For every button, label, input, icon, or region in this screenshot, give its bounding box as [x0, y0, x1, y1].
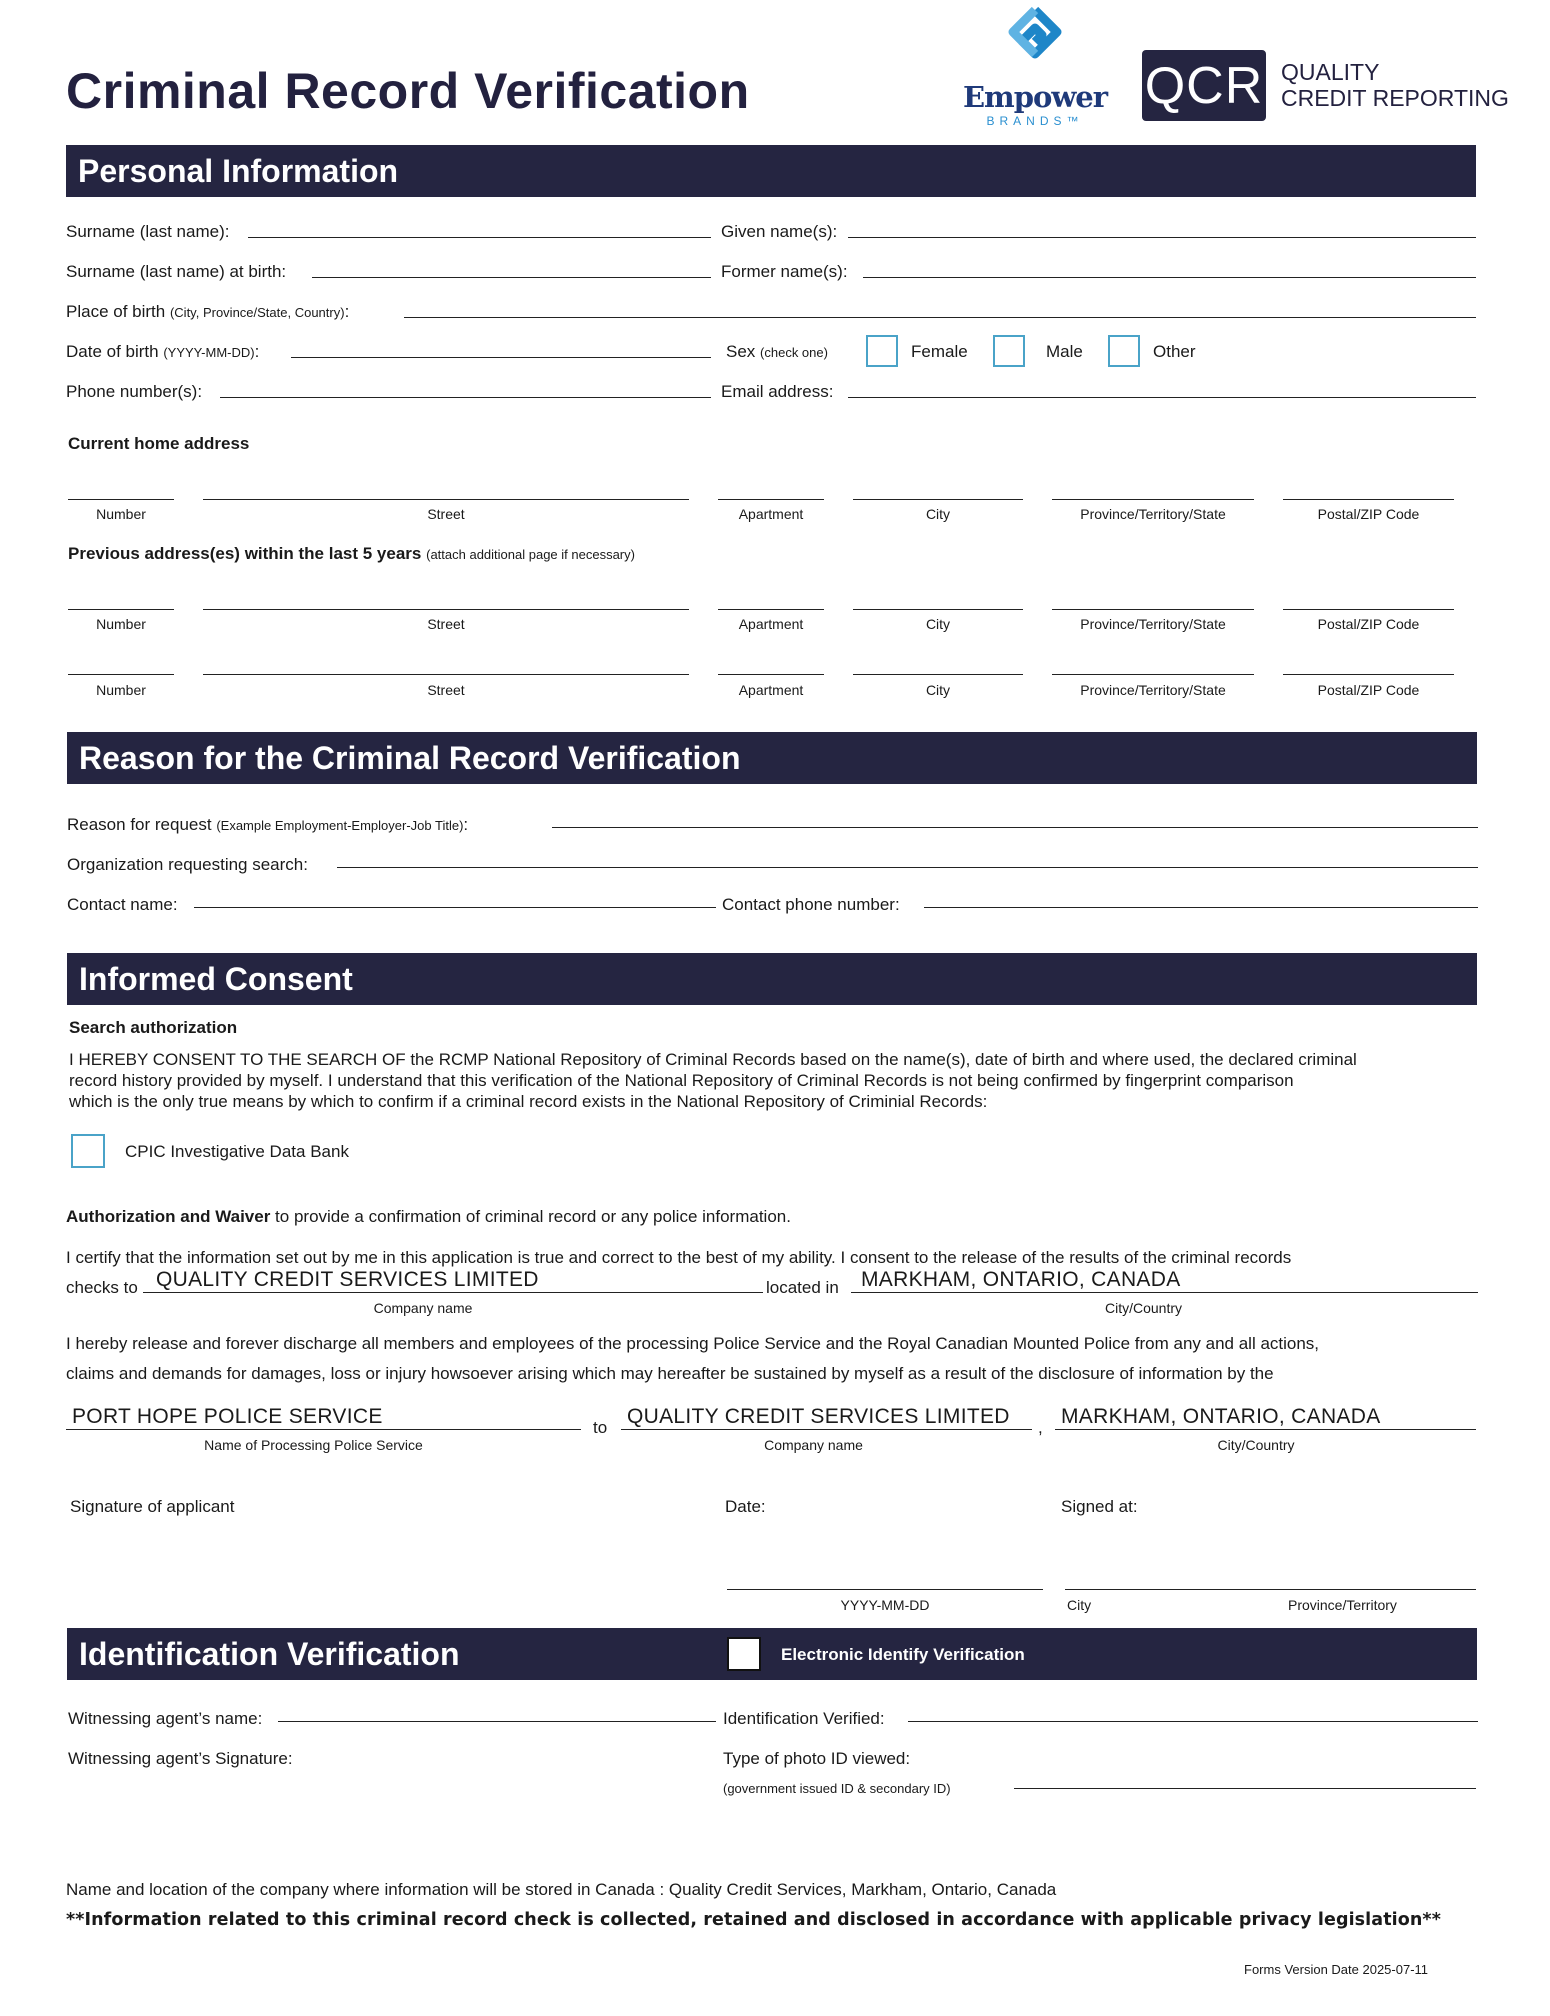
address-sublabel: Postal/ZIP Code — [1317, 616, 1420, 632]
empower-logo — [962, 6, 1108, 126]
city-field[interactable] — [851, 1292, 1478, 1293]
address-sublabel: Number — [96, 682, 146, 698]
current-province-field[interactable] — [1052, 499, 1254, 500]
police-service-field[interactable] — [66, 1429, 581, 1430]
company-value[interactable]: QUALITY CREDIT SERVICES LIMITED — [156, 1268, 539, 1291]
other-checkbox[interactable] — [1108, 335, 1140, 367]
located-in-label: located in — [766, 1278, 839, 1297]
photo-id-field[interactable] — [1014, 1788, 1476, 1789]
address-sublabel: Apartment — [738, 616, 804, 632]
surname-field[interactable] — [248, 237, 711, 238]
checks-to-label: checks to — [66, 1278, 138, 1297]
surname-birth-label: Surname (last name) at birth: — [66, 262, 287, 281]
address-sublabel: City — [925, 616, 951, 632]
electronic-verification-label: Electronic Identify Verification — [781, 1645, 1025, 1664]
company-field[interactable] — [143, 1292, 763, 1293]
previous2-number-field[interactable] — [68, 674, 174, 675]
page-title: Criminal Record Verification — [66, 63, 750, 119]
former-name-field[interactable] — [863, 277, 1476, 278]
current-number-field[interactable] — [68, 499, 174, 500]
photo-id-hint: (government issued ID & secondary ID) — [723, 1781, 951, 1796]
agent-name-label: Witnessing agent’s name: — [68, 1709, 263, 1728]
city-sublabel: City — [1067, 1597, 1092, 1613]
address-sublabel: Street — [427, 616, 465, 632]
previous-address-label: Previous address(es) within the last 5 years (attach additional page if necessary) — [68, 544, 635, 563]
form-version: Forms Version Date 2025-07-11 — [1244, 1962, 1429, 1977]
qcr-line1: QUALITY — [1281, 59, 1380, 85]
address-sublabel: Number — [96, 506, 146, 522]
qcr-mark: QCR — [1144, 57, 1264, 115]
address-sublabel: Postal/ZIP Code — [1317, 682, 1420, 698]
agent-signature-label: Witnessing agent’s Signature: — [68, 1749, 293, 1768]
city-field-2[interactable] — [1055, 1429, 1476, 1430]
previous2-city-field[interactable] — [853, 674, 1023, 675]
electronic-verification-checkbox[interactable] — [727, 1637, 761, 1671]
police-name-sublabel: Name of Processing Police Service — [204, 1437, 423, 1453]
organization-field[interactable] — [337, 867, 1478, 868]
previous-apartment-field[interactable] — [718, 609, 824, 610]
address-sublabel: Street — [427, 682, 465, 698]
given-name-field[interactable] — [848, 237, 1476, 238]
reason-request-hint: (Example Employment-Employer-Job Title) — [216, 818, 464, 833]
phone-label: Phone number(s): — [66, 382, 203, 401]
reason-request-field[interactable] — [552, 827, 1478, 828]
current-street-field[interactable] — [203, 499, 689, 500]
surname-birth-field[interactable] — [312, 277, 711, 278]
date-format-sublabel: YYYY-MM-DD — [840, 1597, 930, 1613]
qcr-logo — [1142, 50, 1266, 121]
male-label: Male — [1046, 342, 1083, 361]
place-of-birth-label: Place of birth (City, Province/State, Country): — [66, 302, 350, 321]
company-value-2[interactable]: QUALITY CREDIT SERVICES LIMITED — [627, 1405, 1010, 1428]
signed-at-label: Signed at: — [1061, 1497, 1138, 1516]
address-sublabel: Apartment — [738, 506, 804, 522]
current-apartment-field[interactable] — [718, 499, 824, 500]
informed-consent-heading: Informed Consent — [67, 953, 1477, 1005]
address-sublabel: Province/Territory/State — [1080, 506, 1226, 522]
storage-statement: Name and location of the company where information will be stored in Canada : Quality Credit Services, Markham, Ontario, Canada — [66, 1880, 1057, 1899]
consent-paragraph-line: record history provided by myself. I understand that this verification of the National Repository of Criminal Records is not being confirmed by fingerprint comparison — [69, 1071, 1294, 1090]
company-field-2[interactable] — [621, 1429, 1032, 1430]
date-field[interactable] — [727, 1589, 1043, 1590]
previous2-apartment-field[interactable] — [718, 674, 824, 675]
date-of-birth-label: Date of birth (YYYY-MM-DD): — [66, 342, 260, 361]
given-name-label: Given name(s): — [721, 222, 838, 241]
id-verified-field[interactable] — [908, 1721, 1478, 1722]
address-sublabel: City — [925, 682, 951, 698]
current-postal-field[interactable] — [1283, 499, 1454, 500]
agent-name-field[interactable] — [278, 1721, 716, 1722]
current-city-field[interactable] — [853, 499, 1023, 500]
to-label: to — [593, 1418, 608, 1437]
cpic-label: CPIC Investigative Data Bank — [125, 1142, 349, 1161]
previous-street-field[interactable] — [203, 609, 689, 610]
male-checkbox[interactable] — [993, 335, 1025, 367]
consent-paragraph-line: which is the only true means by which to confirm if a criminal record exists in the National Repository of Criminial Records: — [69, 1092, 988, 1111]
date-of-birth-hint: (YYYY-MM-DD) — [163, 345, 255, 360]
reason-request-label: Reason for request (Example Employment-Employer-Job Title): — [67, 815, 469, 834]
photo-id-label: Type of photo ID viewed: — [723, 1749, 911, 1768]
id-verified-label: Identification Verified: — [723, 1709, 885, 1728]
date-label: Date: — [725, 1497, 766, 1516]
empower-sub: BRANDS™ — [986, 114, 1084, 128]
privacy-statement: **Information related to this criminal record check is collected, retained and disclosed in accordance with applicable privacy legislation** — [66, 1910, 1441, 1930]
signature-label: Signature of applicant — [70, 1497, 235, 1516]
address-sublabel: City — [925, 506, 951, 522]
former-name-label: Former name(s): — [721, 262, 848, 281]
authorization-waiver-text: Authorization and Waiver to provide a confirmation of criminal record or any police information. — [66, 1207, 791, 1226]
other-label: Other — [1153, 342, 1196, 361]
reason-heading: Reason for the Criminal Record Verification — [67, 732, 1477, 784]
personal-information-heading: Personal Information — [66, 145, 1476, 197]
sex-hint: (check one) — [760, 345, 828, 360]
place-of-birth-field[interactable] — [404, 317, 1476, 318]
previous2-street-field[interactable] — [203, 674, 689, 675]
current-address-label: Current home address — [68, 434, 250, 453]
previous-number-field[interactable] — [68, 609, 174, 610]
phone-field[interactable] — [220, 397, 711, 398]
search-authorization-heading: Search authorization — [69, 1018, 238, 1037]
signature-area[interactable] — [70, 1520, 700, 1600]
police-service-value[interactable]: PORT HOPE POLICE SERVICE — [72, 1405, 383, 1428]
address-sublabel: Street — [427, 506, 465, 522]
company-name-sublabel: Company name — [764, 1437, 863, 1453]
address-sublabel: Province/Territory/State — [1080, 682, 1226, 698]
contact-name-label: Contact name: — [67, 895, 178, 914]
previous-city-field[interactable] — [853, 609, 1023, 610]
empower-logo-icon — [962, 6, 1108, 78]
qcr-line2: CREDIT REPORTING — [1281, 85, 1509, 111]
address-sublabel: Number — [96, 616, 146, 632]
city-value-2[interactable]: MARKHAM, ONTARIO, CANADA — [1061, 1405, 1381, 1428]
email-field[interactable] — [848, 397, 1476, 398]
signed-at-field[interactable] — [1065, 1589, 1476, 1590]
city-country-sublabel: City/Country — [1217, 1437, 1295, 1453]
consent-paragraph-line: I HEREBY CONSENT TO THE SEARCH OF the RCMP National Repository of Criminal Records based on the name(s), date of birth and where used, the declared criminal — [69, 1050, 1357, 1069]
contact-name-field[interactable] — [194, 907, 716, 908]
previous2-postal-field[interactable] — [1283, 674, 1454, 675]
comma-separator: , — [1038, 1418, 1043, 1437]
city-country-sublabel: City/Country — [1104, 1300, 1183, 1316]
address-sublabel: Province/Territory/State — [1080, 616, 1226, 632]
empower-wordmark: Empower — [962, 80, 1108, 114]
contact-phone-field[interactable] — [924, 907, 1478, 908]
contact-phone-label: Contact phone number: — [722, 895, 900, 914]
previous-postal-field[interactable] — [1283, 609, 1454, 610]
company-name-sublabel: Company name — [373, 1300, 473, 1316]
city-value[interactable]: MARKHAM, ONTARIO, CANADA — [861, 1268, 1181, 1291]
release-text-line: I hereby release and forever discharge all members and employees of the processing Police Service and the Royal Canadian Mounted Police from any and all actions, — [66, 1334, 1320, 1353]
organization-label: Organization requesting search: — [67, 855, 308, 874]
cpic-checkbox[interactable] — [71, 1134, 105, 1168]
female-label: Female — [911, 342, 968, 361]
address-sublabel: Postal/ZIP Code — [1317, 506, 1420, 522]
previous-address-hint: (attach additional page if necessary) — [426, 547, 635, 562]
certify-text: I certify that the information set out by me in this application is true and correct to the best of my ability. I consent to the release of the results of the criminal records — [66, 1248, 1292, 1267]
place-of-birth-hint: (City, Province/State, Country) — [169, 305, 345, 320]
email-label: Email address: — [721, 382, 834, 401]
female-checkbox[interactable] — [866, 335, 898, 367]
sex-label: Sex (check one) — [726, 342, 828, 361]
province-sublabel: Province/Territory — [1288, 1597, 1397, 1613]
identification-verification-heading: Identification Verification — [67, 1628, 1477, 1680]
previous2-province-field[interactable] — [1052, 674, 1254, 675]
surname-label: Surname (last name): — [66, 222, 230, 241]
address-sublabel: Apartment — [738, 682, 804, 698]
agent-signature-area[interactable] — [300, 1745, 700, 1785]
previous-province-field[interactable] — [1052, 609, 1254, 610]
date-of-birth-field[interactable] — [291, 357, 711, 358]
release-text-line: claims and demands for damages, loss or injury howsoever arising which may hereafter be sustained by myself as a result of the disclosure of information by the — [66, 1364, 1274, 1383]
